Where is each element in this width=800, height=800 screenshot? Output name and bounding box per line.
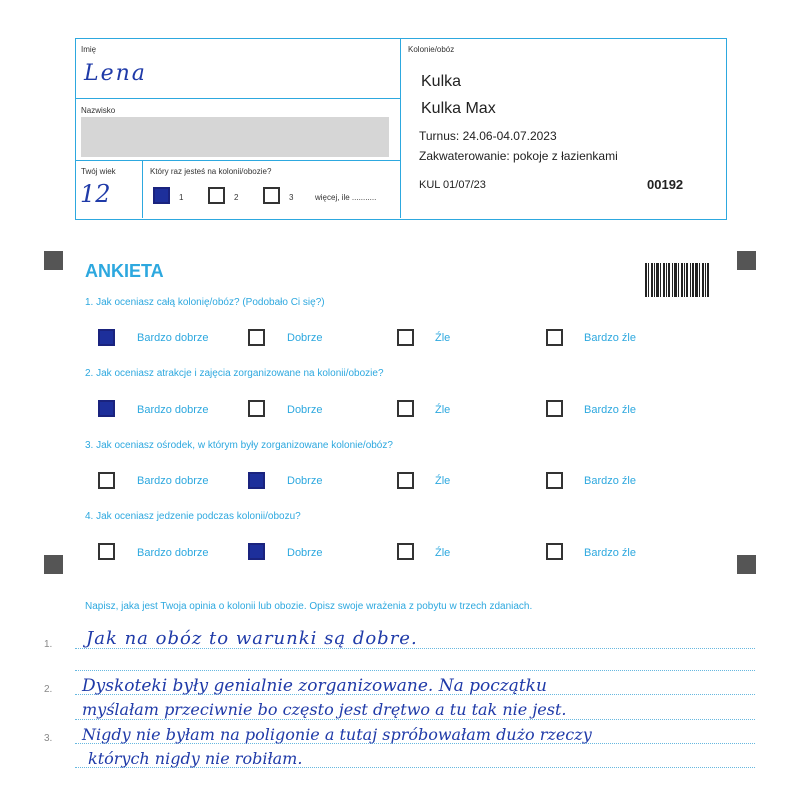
camp-line-2: Kulka Max [421, 100, 496, 117]
q1-option-good-checkbox[interactable] [248, 329, 265, 346]
accommodation-text: Zakwaterowanie: pokoje z łazienkami [419, 149, 618, 163]
camp-code: KUL 01/07/23 [419, 179, 486, 191]
survey-title: ANKIETA [85, 261, 164, 281]
q2-option-very-good-checkbox[interactable] [98, 400, 115, 417]
times-option-1: 1 [179, 193, 184, 202]
q3-option-good-label: Dobrze [287, 475, 323, 487]
q1-option-good-label: Dobrze [287, 332, 323, 344]
q3-option-very-bad-label: Bardzo źle [584, 475, 636, 487]
header-divider-age-vertical [142, 160, 143, 218]
q1-option-bad-label: Źle [435, 332, 451, 344]
q3-option-bad-label: Źle [435, 475, 451, 487]
last-name-redacted [81, 117, 389, 157]
q4-option-very-bad-checkbox[interactable] [546, 543, 563, 560]
registration-mark-bottom-right [737, 555, 756, 574]
q3-option-very-bad-checkbox[interactable] [546, 472, 563, 489]
q3-option-bad-checkbox[interactable] [397, 472, 414, 489]
question-2-text: 2. Jak oceniasz atrakcje i zajęcia zorganizowane na kolonii/obozie? [85, 368, 384, 379]
handwritten-line-5: których nigdy nie robiłam. [88, 749, 303, 768]
turnus-text: Turnus: 24.06-04.07.2023 [419, 129, 557, 143]
q4-option-very-good-checkbox[interactable] [98, 543, 115, 560]
writing-line-2 [75, 670, 755, 671]
q1-option-bad-checkbox[interactable] [397, 329, 414, 346]
first-name-value: Lena [84, 61, 147, 86]
header-divider-age [75, 160, 400, 161]
times-label: Który raz jesteś na kolonii/obozie? [150, 167, 272, 176]
q4-option-good-label: Dobrze [287, 547, 323, 559]
form-number: 00192 [647, 177, 684, 192]
times-option-2: 2 [234, 193, 239, 202]
line-number-1: 1. [44, 639, 53, 650]
handwritten-line-4: Nigdy nie byłam na poligonie a tutaj spróbowałam dużo rzeczy [82, 725, 592, 744]
header-divider-vertical [400, 38, 401, 218]
registration-mark-top-left [44, 251, 63, 270]
q2-option-good-label: Dobrze [287, 404, 323, 416]
q4-option-bad-label: Źle [435, 547, 451, 559]
q4-option-good-checkbox[interactable] [248, 543, 265, 560]
q1-option-very-good-label: Bardzo dobrze [137, 332, 209, 344]
handwritten-line-2: Dyskoteki były genialnie zorganizowane. Na początku [82, 676, 547, 696]
q1-option-very-bad-checkbox[interactable] [546, 329, 563, 346]
handwritten-line-1: Jak na obóz to warunki są dobre. [86, 628, 418, 649]
line-number-3: 3. [44, 733, 53, 744]
age-value: 12 [80, 180, 111, 208]
header-divider-name [75, 98, 400, 99]
writing-line-4 [75, 719, 755, 720]
barcode [645, 263, 709, 297]
last-name-label: Nazwisko [81, 106, 116, 115]
q2-option-very-bad-label: Bardzo źle [584, 404, 636, 416]
q2-option-bad-checkbox[interactable] [397, 400, 414, 417]
q3-option-very-good-checkbox[interactable] [98, 472, 115, 489]
question-4-text: 4. Jak oceniasz jedzenie podczas kolonii/obozu? [85, 511, 301, 522]
times-checkbox-2[interactable] [208, 187, 225, 204]
first-name-label: Imię [81, 45, 97, 54]
q4-option-bad-checkbox[interactable] [397, 543, 414, 560]
q2-option-good-checkbox[interactable] [248, 400, 265, 417]
registration-mark-bottom-left [44, 555, 63, 574]
q4-option-very-bad-label: Bardzo źle [584, 547, 636, 559]
line-number-2: 2. [44, 684, 53, 695]
times-checkbox-1[interactable] [153, 187, 170, 204]
q2-option-very-good-label: Bardzo dobrze [137, 404, 209, 416]
q2-option-bad-label: Źle [435, 404, 451, 416]
q3-option-good-checkbox[interactable] [248, 472, 265, 489]
registration-mark-top-right [737, 251, 756, 270]
q3-option-very-good-label: Bardzo dobrze [137, 475, 209, 487]
handwritten-line-3: myślałam przeciwnie bo często jest drętwo a tu tak nie jest. [82, 700, 567, 719]
camp-line-1: Kulka [421, 73, 462, 90]
age-label: Twój wiek [81, 167, 116, 176]
times-option-more: więcej, ile ........... [315, 193, 377, 202]
times-checkbox-3[interactable] [263, 187, 280, 204]
opinion-prompt: Napisz, jaka jest Twoja opinia o kolonii lub obozie. Opisz swoje wrażenia z pobytu w trzech zdaniach. [85, 601, 533, 612]
q2-option-very-bad-checkbox[interactable] [546, 400, 563, 417]
times-option-3: 3 [289, 193, 294, 202]
question-1-text: 1. Jak oceniasz całą kolonię/obóz? (Podobało Ci się?) [85, 297, 325, 308]
q1-option-very-bad-label: Bardzo źle [584, 332, 636, 344]
camp-label: Kolonie/obóz [408, 45, 455, 54]
q4-option-very-good-label: Bardzo dobrze [137, 547, 209, 559]
q1-option-very-good-checkbox[interactable] [98, 329, 115, 346]
question-3-text: 3. Jak oceniasz ośrodek, w którym były zorganizowane kolonie/obóz? [85, 440, 393, 451]
